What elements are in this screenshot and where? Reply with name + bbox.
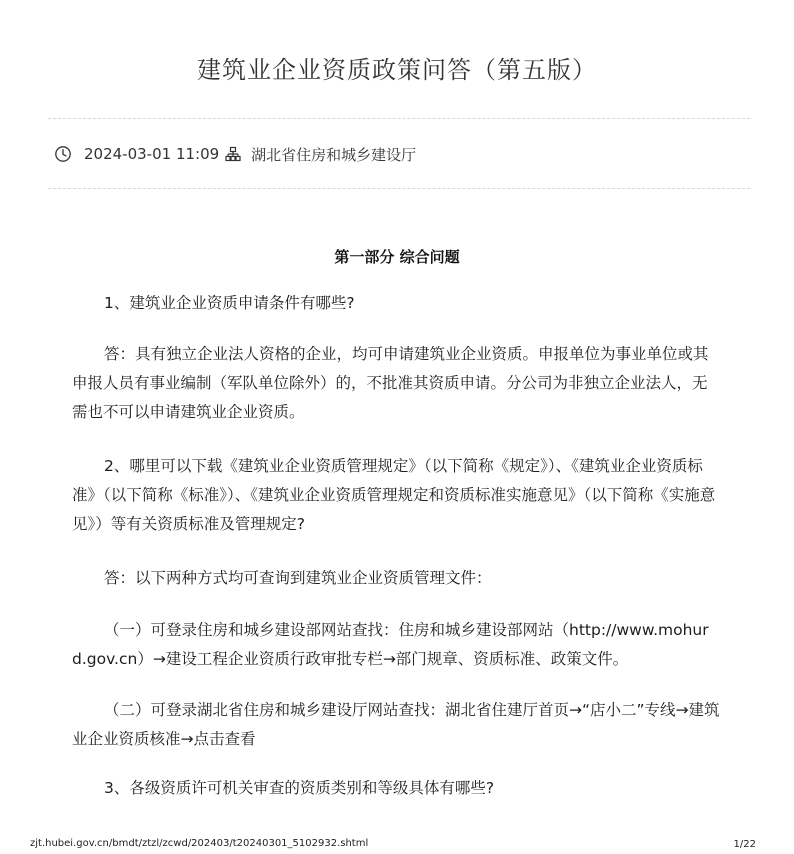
department-name: 湖北省住房和城乡建设厅 [251, 145, 417, 164]
page-title: 建筑业企业资质政策问答（第五版） [197, 56, 597, 84]
divider [48, 188, 750, 189]
question-3: 3、各级资质许可机关审查的资质类别和等级具体有哪些? [104, 779, 495, 797]
answer-2-way-2: （二）可登录湖北省住房和城乡建设厅网站查找：湖北省住建厅首页→“店小二”专线→建筑业企业资质核准→点击查看 [72, 701, 720, 748]
footer-url: zjt.hubei.gov.cn/bmdt/ztzl/zcwd/202403/t20240301_5102932.shtml [30, 838, 369, 849]
answer-1: 答：具有独立企业法人资格的企业，均可申请建筑业企业资质。申报单位为事业单位或其申报人员有事业编制（军队单位除外）的，不批准其资质申请。分公司为非独立企业法人，无需也不可以申请建筑业企业资质。 [72, 345, 709, 421]
article-meta [54, 142, 416, 166]
question-2: 2、哪里可以下载《建筑业企业资质管理规定》（以下简称《规定》）、《建筑业企业资质标准》（以下简称《标准》）、《建筑业企业资质管理规定和资质标准实施意见》（以下简称《实施意见》）等有关资质标准及管理规定? [72, 457, 716, 533]
section-heading: 第一部分 综合问题 [334, 248, 460, 266]
page-number: 1/22 [733, 839, 756, 850]
clock-icon [54, 145, 72, 163]
answer-2-way-1: （一）可登录住房和城乡建设部网站查找：住房和城乡建设部网站（http://www.mohurd.gov.cn）→建设工程企业资质行政审批专栏→部门规章、资质标准、政策文件。 [72, 621, 709, 668]
answer-2-intro: 答：以下两种方式均可查询到建筑业企业资质管理文件： [104, 569, 492, 587]
publish-date: 2024-03-01 11:09 [84, 145, 220, 163]
question-1: 1、建筑业企业资质申请条件有哪些? [104, 294, 355, 312]
org-chart-icon [225, 146, 241, 162]
divider [48, 118, 750, 119]
